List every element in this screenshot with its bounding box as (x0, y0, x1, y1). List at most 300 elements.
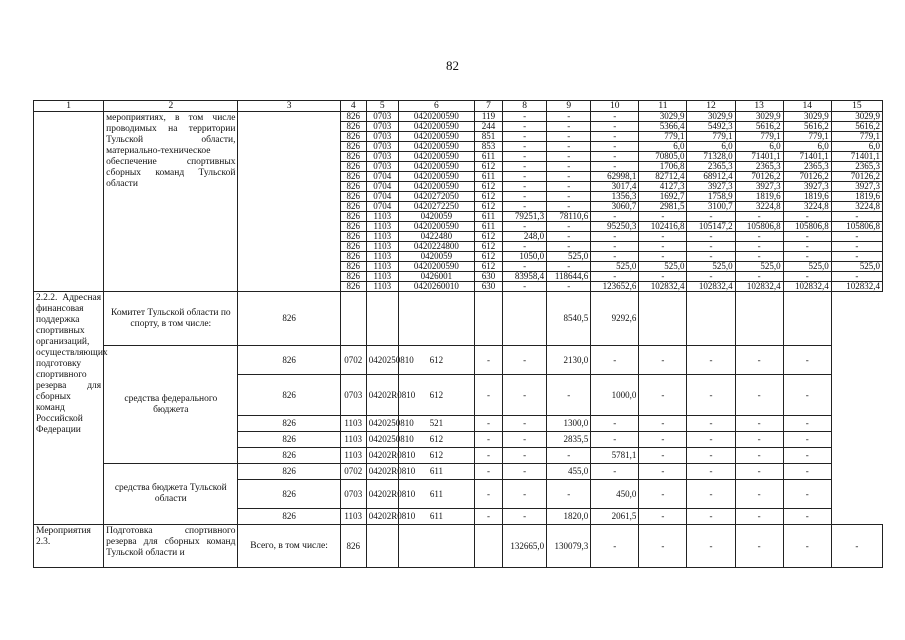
table-cell: - (503, 375, 547, 416)
table-cell: - (503, 222, 547, 232)
table-cell: 102832,4 (687, 282, 735, 292)
table-cell: 3927,3 (783, 182, 831, 192)
table-cell: 612 (474, 262, 502, 272)
table-cell: - (591, 525, 639, 568)
table-cell: 2365,3 (783, 162, 831, 172)
table-cell: 0703 (366, 162, 398, 172)
table-cell: - (503, 192, 547, 202)
column-header: 3 (238, 101, 340, 112)
table-cell: 611 (398, 480, 474, 509)
table-cell: - (591, 162, 639, 172)
table-cell: - (639, 346, 687, 375)
table-cell: 612 (474, 202, 502, 212)
table-cell: - (547, 132, 591, 142)
table-cell: - (783, 464, 831, 480)
table-cell: - (503, 432, 547, 448)
table-cell: 630 (474, 282, 502, 292)
table-cell: 105147,2 (687, 222, 735, 232)
table-cell: 525,0 (639, 262, 687, 272)
column-header: 4 (340, 101, 366, 112)
table-cell: - (591, 464, 639, 480)
table-cell: - (591, 212, 639, 222)
table-cell: 611 (398, 464, 474, 480)
table-cell: - (503, 480, 547, 509)
table-cell: 826 (238, 432, 340, 448)
table-cell: - (783, 448, 831, 464)
table-cell: 1356,3 (591, 192, 639, 202)
table-cell: 826 (340, 242, 366, 252)
table-cell: 102416,8 (639, 222, 687, 232)
table-cell: 525,0 (547, 252, 591, 262)
table-cell: - (639, 416, 687, 432)
table-cell: 521 (398, 416, 474, 432)
table-cell: - (735, 448, 783, 464)
table-cell: - (783, 232, 831, 242)
table-cell: - (547, 122, 591, 132)
table-cell: 102832,4 (639, 282, 687, 292)
table-cell: - (639, 375, 687, 416)
table-row (34, 464, 883, 480)
table-cell: - (474, 509, 502, 525)
table-cell (783, 292, 831, 346)
table-cell: - (503, 202, 547, 212)
table-cell: 2365,3 (687, 162, 735, 172)
table-cell: 0704 (366, 172, 398, 182)
table-cell: 1103 (366, 252, 398, 262)
source-label: средства федерального бюджета (104, 346, 238, 464)
column-header: 13 (735, 101, 783, 112)
table-cell: - (639, 525, 687, 568)
header-row (34, 101, 883, 112)
source-label: Комитет Тульской области по спорту, в том числе: (104, 292, 238, 346)
table-cell: 0704 (366, 182, 398, 192)
table-cell: 70126,2 (831, 172, 882, 182)
table-cell: 3927,3 (735, 182, 783, 192)
table-cell: 5366,4 (639, 122, 687, 132)
table-cell: 611 (398, 509, 474, 525)
table-cell: 1050,0 (503, 252, 547, 262)
table-cell: 79251,3 (503, 212, 547, 222)
table-row (34, 292, 883, 346)
table-cell: 2130,0 (547, 346, 591, 375)
table-cell: 0420250810 (366, 432, 398, 448)
table-cell: 0420059 (398, 252, 474, 262)
table-cell: - (591, 132, 639, 142)
table-cell: 611 (474, 222, 502, 232)
table-cell: 70805,0 (639, 152, 687, 162)
table-cell: - (735, 509, 783, 525)
table-cell: 6,0 (783, 142, 831, 152)
page-number: 82 (446, 58, 459, 73)
table-cell: - (735, 346, 783, 375)
column-header: 1 (34, 101, 104, 112)
table-cell: 611 (474, 152, 502, 162)
table-cell: 826 (340, 162, 366, 172)
table-cell: 1103 (366, 262, 398, 272)
table-cell: - (831, 212, 882, 222)
table-cell: 1103 (340, 448, 366, 464)
table-cell: 248,0 (503, 232, 547, 242)
table-cell: - (687, 480, 735, 509)
table-cell: 102832,4 (735, 282, 783, 292)
activity-label: Мероприятия 2.3. (34, 525, 104, 568)
table-cell: 71401,1 (831, 152, 882, 162)
table-cell: 6,0 (735, 142, 783, 152)
column-header: 7 (474, 101, 502, 112)
table-cell: 0703 (366, 142, 398, 152)
table-cell: 826 (340, 172, 366, 182)
table-cell: 8540,5 (547, 292, 591, 346)
table-cell: - (547, 152, 591, 162)
table-cell: 1103 (340, 416, 366, 432)
table-cell: - (547, 172, 591, 182)
table-cell: - (687, 252, 735, 262)
table-cell: 04202R0810 (366, 375, 398, 416)
table-cell: 1300,0 (547, 416, 591, 432)
table-cell: - (591, 242, 639, 252)
table-cell: - (547, 112, 591, 122)
table-cell: - (591, 272, 639, 282)
table-body (34, 101, 883, 568)
table-cell: 1819,6 (735, 192, 783, 202)
table-cell: - (591, 232, 639, 242)
table-cell: 130079,3 (547, 525, 591, 568)
table-cell: - (831, 232, 882, 242)
column-header: 6 (398, 101, 474, 112)
table-cell: - (639, 212, 687, 222)
table-cell: 0703 (366, 122, 398, 132)
table-cell: 826 (238, 346, 340, 375)
activity-label-cell (34, 112, 104, 292)
table-cell: 68912,4 (687, 172, 735, 182)
table-cell: - (547, 242, 591, 252)
table-cell: 0704 (366, 192, 398, 202)
table-cell: 612 (398, 346, 474, 375)
table-cell: - (503, 464, 547, 480)
table-cell: 04202R0810 (366, 509, 398, 525)
table-cell: - (783, 432, 831, 448)
table-cell: 0420250810 (366, 416, 398, 432)
table-cell: - (547, 480, 591, 509)
table-cell: 2061,5 (591, 509, 639, 525)
table-cell: - (547, 182, 591, 192)
table-cell: 779,1 (831, 132, 882, 142)
table-cell: 826 (340, 152, 366, 162)
table-cell: 04202R0810 (366, 448, 398, 464)
table-cell: 525,0 (783, 262, 831, 272)
table-cell: - (547, 222, 591, 232)
table-cell: - (735, 432, 783, 448)
table-cell: 5781,1 (591, 448, 639, 464)
table-cell: 826 (340, 212, 366, 222)
table-cell: - (687, 525, 735, 568)
column-header: 10 (591, 101, 639, 112)
table-cell: 78110,6 (547, 212, 591, 222)
table-cell: 0420250810 (366, 346, 398, 375)
table-cell: 0704 (366, 202, 398, 212)
table-cell: 1819,6 (831, 192, 882, 202)
table-cell: 0420200590 (398, 222, 474, 232)
table-cell: - (735, 242, 783, 252)
table-cell: - (831, 272, 882, 282)
table-cell (503, 292, 547, 346)
table-cell: - (783, 212, 831, 222)
table-cell: - (503, 182, 547, 192)
table-cell: 3927,3 (687, 182, 735, 192)
table-cell: 826 (238, 464, 340, 480)
table-cell (687, 292, 735, 346)
table-cell: - (474, 448, 502, 464)
table-cell: - (687, 509, 735, 525)
table-cell: 612 (474, 252, 502, 262)
table-cell: 611 (474, 212, 502, 222)
table-cell: 779,1 (783, 132, 831, 142)
table-cell: 826 (340, 202, 366, 212)
table-cell: 0420200590 (398, 112, 474, 122)
table-cell: 612 (474, 192, 502, 202)
table-cell: 71401,1 (735, 152, 783, 162)
table-cell: - (783, 480, 831, 509)
table-cell: 0420200590 (398, 262, 474, 272)
table-cell: 4127,3 (639, 182, 687, 192)
table-cell: 1103 (366, 212, 398, 222)
table-cell: 1000,0 (591, 375, 639, 416)
table-cell: - (503, 152, 547, 162)
table-cell: 132665,0 (503, 525, 547, 568)
table-cell: 779,1 (639, 132, 687, 142)
table-cell: - (547, 162, 591, 172)
table-cell: - (503, 162, 547, 172)
table-cell: 0420272250 (398, 202, 474, 212)
table-cell: 0420200590 (398, 152, 474, 162)
table-cell: 5616,2 (831, 122, 882, 132)
table-cell: 9292,6 (591, 292, 639, 346)
table-cell: 0702 (340, 346, 366, 375)
table-cell: 6,0 (639, 142, 687, 152)
table-cell: - (639, 272, 687, 282)
table-cell: 826 (340, 282, 366, 292)
column-header: 14 (783, 101, 831, 112)
table-cell: 1103 (366, 232, 398, 242)
table-cell: 0703 (366, 132, 398, 142)
table-cell: 3100,7 (687, 202, 735, 212)
column-header: 8 (503, 101, 547, 112)
table-cell: 1103 (340, 509, 366, 525)
table-cell: - (503, 416, 547, 432)
table-cell: 1103 (340, 432, 366, 448)
table-cell: 0703 (366, 112, 398, 122)
column-header: 2 (104, 101, 238, 112)
table-cell: 0420200590 (398, 122, 474, 132)
table-cell: - (503, 262, 547, 272)
table-cell: 1103 (366, 282, 398, 292)
table-cell: 779,1 (735, 132, 783, 142)
table-cell: 2835,5 (547, 432, 591, 448)
table-cell: 3029,9 (687, 112, 735, 122)
table-cell: - (735, 252, 783, 262)
table-cell: 2365,3 (735, 162, 783, 172)
table-cell: - (547, 202, 591, 212)
table-cell: 62998,1 (591, 172, 639, 182)
table-cell: 5616,2 (783, 122, 831, 132)
table-cell: - (831, 242, 882, 252)
table-cell: - (474, 416, 502, 432)
table-cell: 3060,7 (591, 202, 639, 212)
table-cell: 1706,8 (639, 162, 687, 172)
table-cell: - (474, 432, 502, 448)
table-cell: - (687, 212, 735, 222)
table-cell (366, 292, 398, 346)
table-cell: - (503, 448, 547, 464)
source-label: Всего, в том числе: (238, 525, 340, 568)
table-cell: 3224,8 (831, 202, 882, 212)
table-cell: - (474, 480, 502, 509)
table-cell: - (547, 375, 591, 416)
table-cell: - (503, 509, 547, 525)
table-cell: 70126,2 (735, 172, 783, 182)
table-cell: - (547, 262, 591, 272)
table-cell: - (783, 416, 831, 432)
table-cell: - (831, 252, 882, 262)
table-cell: 0420200590 (398, 172, 474, 182)
table-cell: 826 (238, 292, 340, 346)
table-cell: - (783, 509, 831, 525)
table-cell: 3029,9 (783, 112, 831, 122)
table-cell (398, 292, 474, 346)
table-cell: 118644,6 (547, 272, 591, 282)
table-cell: - (591, 346, 639, 375)
table-cell: 83958,4 (503, 272, 547, 282)
table-cell: 3224,8 (783, 202, 831, 212)
table-cell: 1819,6 (783, 192, 831, 202)
activity-description: Подготовка спортивного резерва для сборных команд Тульской области и (104, 525, 238, 568)
table-cell: 102832,4 (831, 282, 882, 292)
column-header: 9 (547, 101, 591, 112)
table-cell: 612 (474, 182, 502, 192)
table-cell: 525,0 (591, 262, 639, 272)
table-cell: 826 (340, 182, 366, 192)
table-cell: - (639, 252, 687, 262)
table-cell: 826 (340, 192, 366, 202)
table-cell: 826 (238, 375, 340, 416)
table-cell: 6,0 (687, 142, 735, 152)
table-cell: - (687, 432, 735, 448)
table-cell: - (503, 122, 547, 132)
table-cell: - (687, 232, 735, 242)
table-cell: 2981,5 (639, 202, 687, 212)
table-cell: - (687, 346, 735, 375)
table-cell: 826 (340, 252, 366, 262)
table-cell: - (503, 242, 547, 252)
table-cell: - (687, 464, 735, 480)
table-cell: 630 (474, 272, 502, 282)
table-cell: 1820,0 (547, 509, 591, 525)
table-cell: - (735, 464, 783, 480)
table-cell: - (687, 375, 735, 416)
table-cell: 0420200590 (398, 132, 474, 142)
table-cell: 105806,8 (831, 222, 882, 232)
table-cell: - (547, 282, 591, 292)
table-cell: - (591, 432, 639, 448)
table-cell: 0420200590 (398, 162, 474, 172)
table-cell: 612 (474, 162, 502, 172)
table-row (34, 525, 883, 568)
table-cell: 70126,2 (783, 172, 831, 182)
table-cell: 244 (474, 122, 502, 132)
table-cell: 450,0 (591, 480, 639, 509)
table-cell: - (783, 375, 831, 416)
table-cell: - (474, 375, 502, 416)
table-cell: - (639, 232, 687, 242)
source-label: средства бюджета Тульской области (104, 464, 238, 525)
table-cell: 826 (340, 262, 366, 272)
table-cell: 105806,8 (783, 222, 831, 232)
table-cell: - (639, 509, 687, 525)
table-cell: 525,0 (831, 262, 882, 272)
table-cell: 0420059 (398, 212, 474, 222)
table-cell: - (735, 232, 783, 242)
table-cell: - (591, 122, 639, 132)
table-cell: 71328,0 (687, 152, 735, 162)
table-cell: - (735, 416, 783, 432)
table-cell: 5616,2 (735, 122, 783, 132)
table-cell: 0420200590 (398, 182, 474, 192)
table-cell: 82712,4 (639, 172, 687, 182)
table-cell: 826 (340, 112, 366, 122)
table-cell: - (547, 192, 591, 202)
source-cell (238, 112, 340, 292)
table-cell (366, 525, 398, 568)
table-cell: - (639, 242, 687, 252)
table-cell: 455,0 (547, 464, 591, 480)
budget-table (33, 100, 883, 568)
table-cell: 102832,4 (783, 282, 831, 292)
table-cell: - (639, 464, 687, 480)
table-cell: 525,0 (687, 262, 735, 272)
table-cell: 2365,3 (831, 162, 882, 172)
table-cell: 119 (474, 112, 502, 122)
table-cell: 826 (340, 222, 366, 232)
table-cell: - (639, 480, 687, 509)
table-cell: - (503, 132, 547, 142)
table-cell: 1103 (366, 222, 398, 232)
table-cell: 826 (238, 416, 340, 432)
table-cell: 826 (340, 525, 366, 568)
column-header: 5 (366, 101, 398, 112)
table-cell: - (687, 416, 735, 432)
table-cell (639, 292, 687, 346)
column-header: 12 (687, 101, 735, 112)
table-cell: - (783, 252, 831, 262)
table-cell: 1692,7 (639, 192, 687, 202)
table-cell: 612 (398, 375, 474, 416)
table-cell: - (687, 272, 735, 282)
table-cell: 612 (474, 232, 502, 242)
activity-description: мероприятиях, в том числе проводимых на территории Тульской области, материально-техническое обеспечение спортивных сборных команд Тульской области (104, 112, 238, 292)
table-cell: - (783, 346, 831, 375)
table-cell: - (547, 232, 591, 242)
table-cell: - (735, 480, 783, 509)
table-cell (735, 292, 783, 346)
table-cell: 853 (474, 142, 502, 152)
column-header: 15 (831, 101, 882, 112)
table-cell: 0703 (340, 480, 366, 509)
table-cell: 105806,8 (735, 222, 783, 232)
table-cell: - (591, 152, 639, 162)
table-cell: 0422480 (398, 232, 474, 242)
table-cell: 71401,1 (783, 152, 831, 162)
table-cell: - (783, 242, 831, 252)
